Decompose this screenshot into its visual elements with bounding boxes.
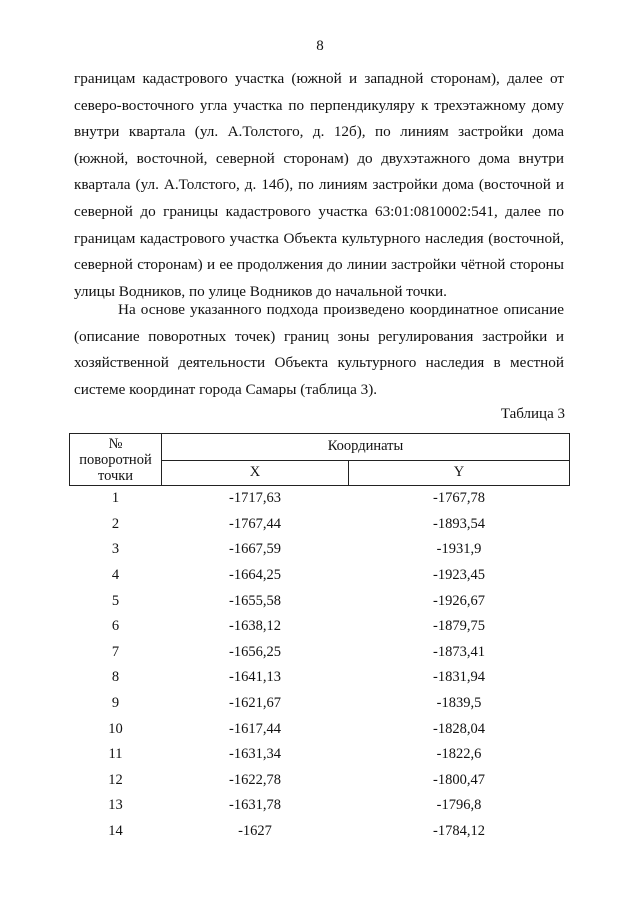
text-line: На основе указанного подхода произведено координатное описание [118,301,564,318]
table-caption: Таблица 3 [500,406,565,422]
y-coordinate-cell: -1873,41 [433,643,485,660]
table-row [70,512,570,538]
table-row [70,793,570,819]
x-coordinate-cell: -1617,44 [229,720,281,737]
header-x: X [162,460,349,485]
text-line: границам кадастрового участка (южной и западной сторонам), далее от [74,70,564,87]
text-line: внутри квартала (ул. А.Толстого, д. 12б), по линиям застройки дома [74,123,564,141]
x-coordinate-cell: -1621,67 [229,695,281,712]
x-coordinate-cell: -1627 [238,823,272,840]
text-line: хозяйственной деятельности Объекта культурного наследия в местной [74,354,564,372]
text-line: улицы Водников, по улице Водников до начальной точки. [74,282,447,300]
point-number-cell: 11 [108,746,123,763]
text-line: северной до границы кадастрового участка 63:01:0810002:541, далее по [74,202,564,220]
point-number-cell: 8 [111,669,120,686]
text-line: северной сторонам) и ее продолжения до линии застройки чётной стороны [74,256,564,274]
header-coordinates: Координаты [162,434,570,461]
point-number-cell: 13 [108,797,123,814]
table-row [70,665,570,691]
point-number-cell: 10 [108,720,123,737]
x-coordinate-cell: -1664,25 [229,567,281,584]
header-point-number [70,434,162,486]
x-coordinate-cell: -1631,78 [229,797,281,814]
x-coordinate-cell: -1638,12 [229,618,281,635]
y-coordinate-cell: -1796,8 [436,797,482,814]
text-line: квартала (ул. А.Толстого, д. 14б), по линиям застройки дома (восточной и [74,176,564,194]
y-coordinate-cell: -1831,94 [433,669,485,686]
table-row [70,588,570,614]
y-coordinate-cell: -1923,45 [433,567,485,584]
y-coordinate-cell: -1839,5 [436,695,482,712]
y-coordinate-cell: -1800,47 [433,771,485,788]
point-number-cell: 2 [111,515,120,532]
table-row [70,563,570,589]
point-number-cell: 4 [111,567,120,584]
y-coordinate-cell: -1784,12 [433,823,485,840]
y-coordinate-cell: -1767,78 [433,490,485,507]
table-row [70,742,570,768]
header-num-line: № [108,436,123,452]
text-line: системе координат города Самары (таблица 3). [74,380,378,398]
y-coordinate-cell: -1931,9 [436,541,482,558]
text-line: (описание поворотных точек) границ зоны регулирования застройки и [74,327,564,345]
point-number-cell: 7 [111,643,120,660]
page-number: 8 [316,38,324,54]
table-row [70,768,570,794]
header-num-line: точки [97,468,134,484]
table-row [70,716,570,742]
y-coordinate-cell: -1822,6 [436,746,482,763]
table-row [70,614,570,640]
coordinates-table [69,433,570,844]
x-coordinate-cell: -1622,78 [229,771,281,788]
x-coordinate-cell: -1667,59 [229,541,281,558]
table-row [70,486,570,512]
paragraph-boundary-description [74,66,564,305]
point-number-cell: 6 [111,618,120,635]
table-row [70,537,570,563]
x-coordinate-cell: -1767,44 [229,515,281,532]
table-row [70,640,570,666]
header-y: Y [349,460,570,485]
x-coordinate-cell: -1656,25 [229,643,281,660]
table-row [70,691,570,717]
point-number-cell: 3 [111,541,120,558]
text-line: (южной, восточной, северной сторонам) до двухэтажного дома внутри [74,149,564,167]
y-coordinate-cell: -1828,04 [433,720,485,737]
point-number-cell: 9 [111,695,120,712]
table-row [70,819,570,845]
header-num-line: поворотной [79,452,152,468]
point-number-cell: 14 [108,823,123,840]
x-coordinate-cell: -1655,58 [229,592,281,609]
x-coordinate-cell: -1717,63 [229,490,281,507]
point-number-cell: 12 [108,771,123,788]
point-number-cell: 1 [111,490,120,507]
x-coordinate-cell: -1641,13 [229,669,281,686]
point-number-cell: 5 [111,592,120,609]
x-coordinate-cell: -1631,34 [229,746,281,763]
text-line: границам кадастрового участка Объекта культурного наследия (восточной, [74,229,564,247]
y-coordinate-cell: -1926,67 [433,592,485,609]
y-coordinate-cell: -1879,75 [433,618,485,635]
text-line: северо-восточного угла участка по перпендикуляру к трехэтажному дому [74,96,564,114]
paragraph-coordinate-intro [74,297,564,403]
y-coordinate-cell: -1893,54 [433,515,485,532]
